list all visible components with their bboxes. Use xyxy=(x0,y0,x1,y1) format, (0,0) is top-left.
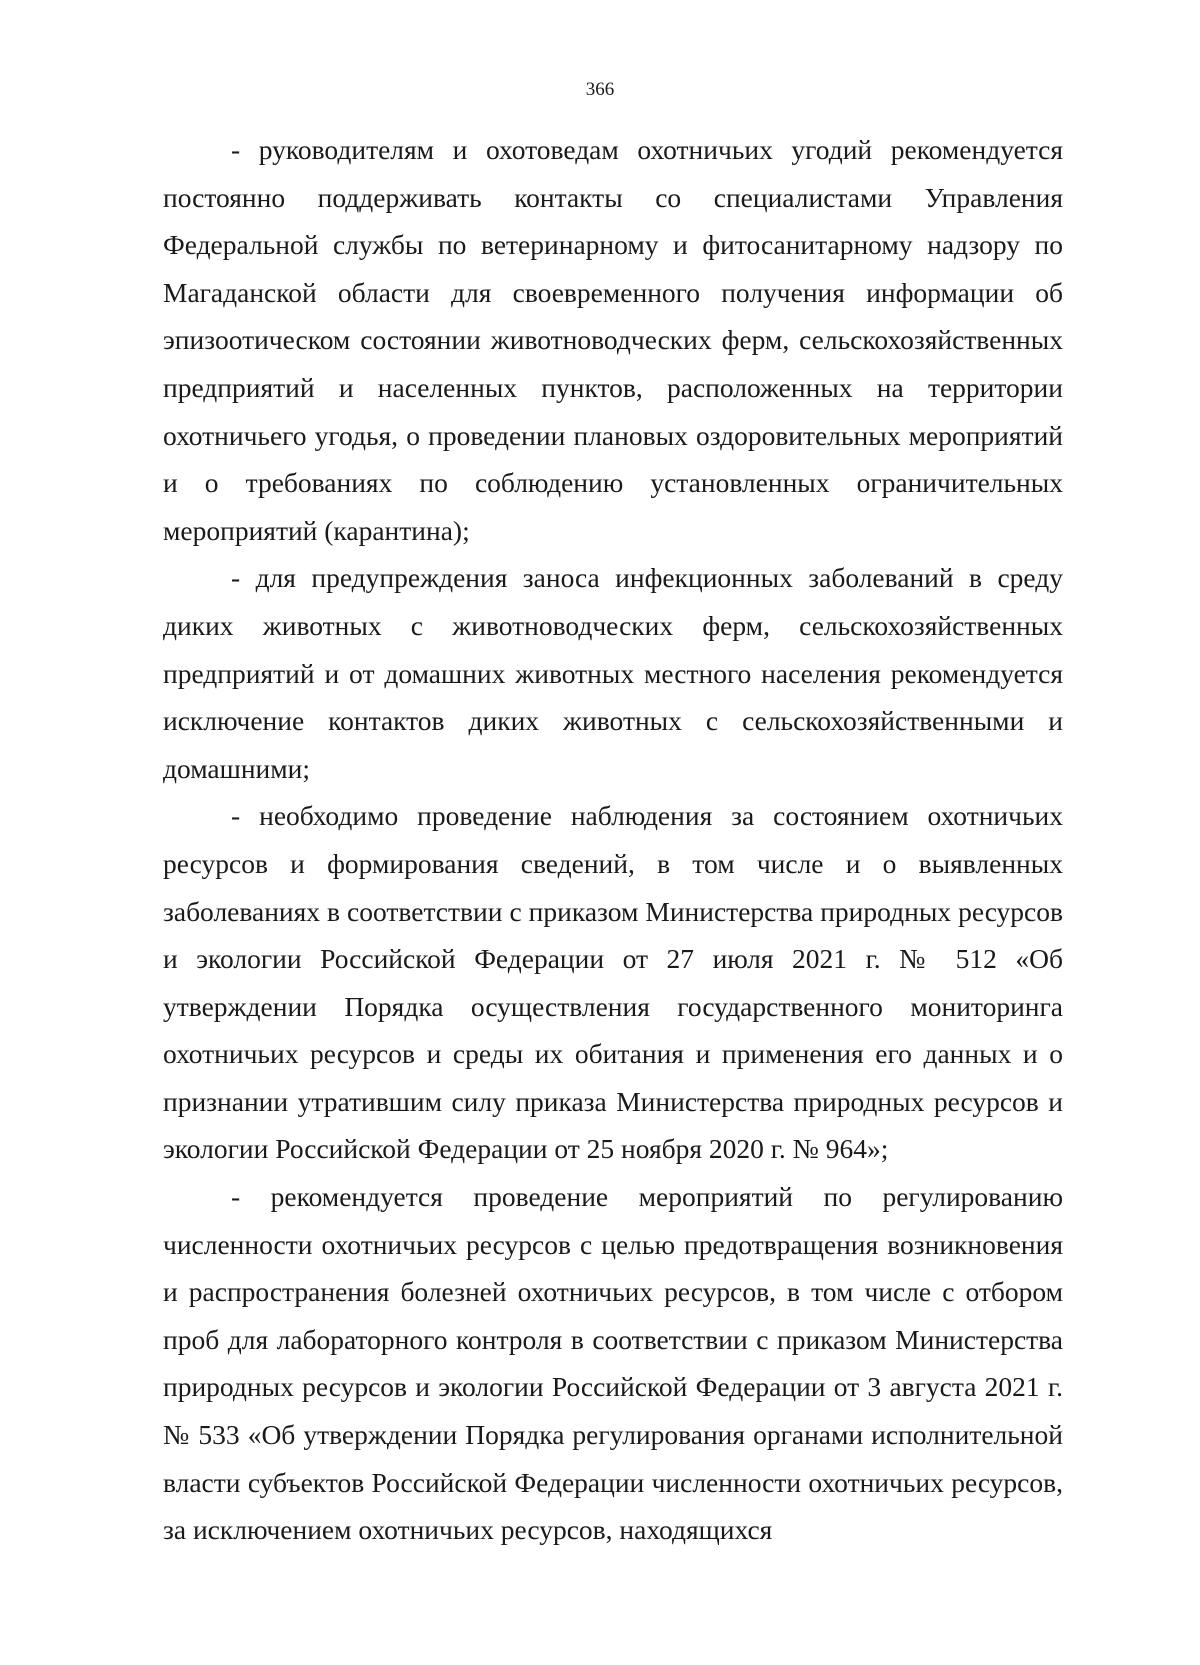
document-body xyxy=(163,126,1063,1554)
paragraph-population-regulation: - рекомендуется проведение мероприятий по регулированию численности охотничьих ресурсов с целью предотвращения возникновения и распространения болезней охотничьих ресурсов, в том числе с отбором проб для лабораторного контроля в соответствии с приказом Министерства природных ресурсов и экологии Российской Федерации от 3 августа 2021 г. № 533 «Об утверждении Порядка регулирования органами исполнительной власти субъектов Российской Федерации численности охотничьих ресурсов, за исключением охотничьих ресурсов, находящихся xyxy=(163,1181,1063,1546)
paragraph-infection-prevention: - для предупреждения заноса инфекционных заболеваний в среду диких животных с животноводческих ферм, сельскохозяйственных предприятий и от домашних животных местного населения рекомендуется исключение контактов диких животных с сельскохозяйственными и домашними; xyxy=(163,562,1063,784)
paragraph-monitoring-observation: - необходимо проведение наблюдения за состоянием охотничьих ресурсов и формирования сведений, в том числе и о выявленных заболеваниях в соответствии с приказом Министерства природных ресурсов и экологии Российской Федерации от 27 июля 2021 г. № 512 «Об утверждении Порядка осуществления государственного мониторинга охотничьих ресурсов и среды их обитания и применения его данных и о признании утратившим силу приказа Министерства природных ресурсов и экологии Российской Федерации от 25 ноября 2020 г. № 964»; xyxy=(163,800,1063,1165)
paragraph-hunting-managers-contacts: - руководителям и охотоведам охотничьих угодий рекомендуется постоянно поддерживать контакты со специалистами Управления Федеральной службы по ветеринарному и фитосанитарному надзору по Магаданской области для своевременного получения информации об эпизоотическом состоянии животноводческих ферм, сельскохозяйственных предприятий и населенных пунктов, расположенных на территории охотничьего угодья, о проведении плановых оздоровительных мероприятий и о требованиях по соблюдению установленных ограничительных мероприятий (карантина); xyxy=(163,134,1063,546)
page-number: 366 xyxy=(585,79,615,100)
